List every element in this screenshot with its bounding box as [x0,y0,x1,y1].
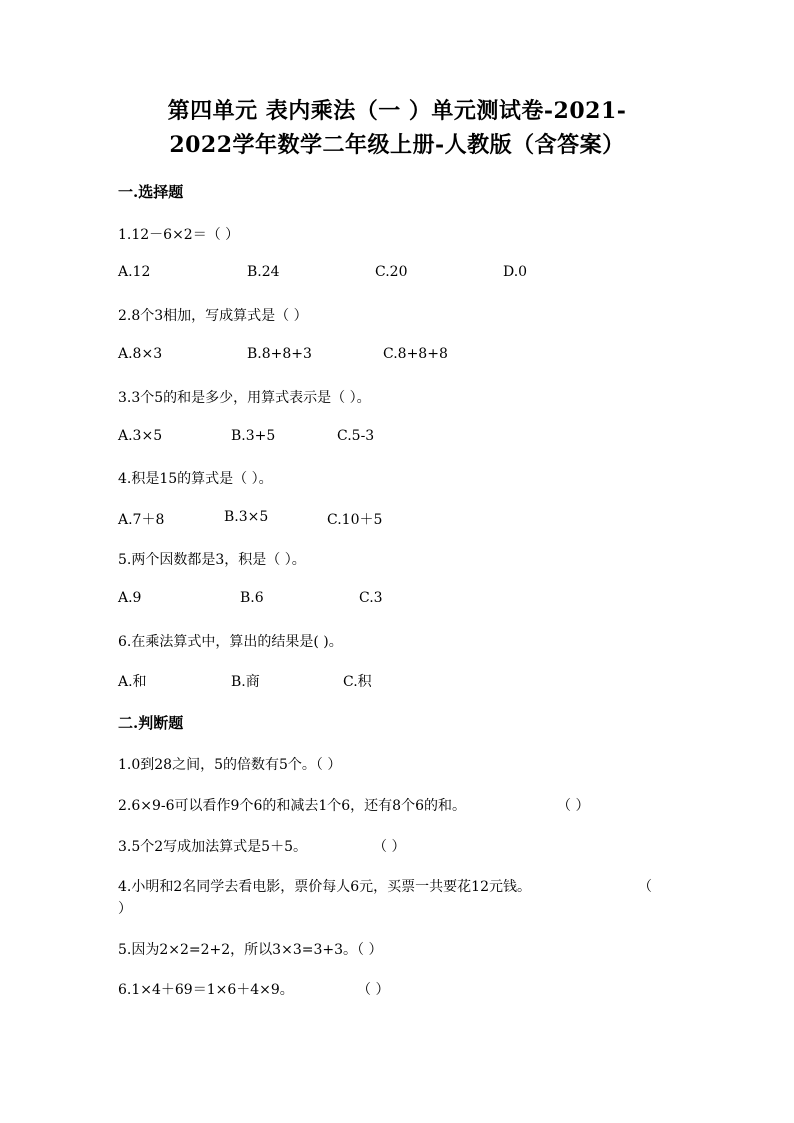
option-b: B.8+8+3 [247,346,312,362]
answer-blank-3: （ ） [373,839,406,855]
option-c: C.10＋5 [327,512,383,528]
answer-blank-6: （ ） [357,982,390,998]
options-row-2 [0,346,794,366]
question-3: 3.3个5的和是多少，用算式表示是（ ）。 [118,390,371,406]
options-row-4 [0,509,794,529]
option-b: B.3×5 [224,509,269,525]
option-b: B.24 [247,264,280,280]
page-title-line-2: 2022学年数学二年级上册-人教版（含答案） [169,132,625,158]
answer-blank-4-close: ） [118,901,132,917]
option-b: B.商 [231,674,260,690]
question-6: 6.在乘法算式中，算出的结果是( )。 [118,634,343,650]
question-4: 4.积是15的算式是（ ）。 [118,471,273,487]
option-a: A.12 [118,264,151,280]
option-c: C.5-3 [337,428,375,444]
section-heading-true-false: 二.判断题 [118,714,184,732]
section-heading-multiple-choice: 一.选择题 [118,183,184,201]
question-1: 1.12－6×2＝（ ） [118,227,240,243]
option-c: C.20 [375,264,408,280]
question-5: 5.两个因数都是3，积是（ ）。 [118,552,306,568]
judgement-item-1: 1.0到28之间，5的倍数有5个。（ ） [118,757,342,773]
option-a: A.9 [118,590,142,606]
judgement-item-4: 4.小明和2名同学去看电影，票价每人6元，买票一共要花12元钱。 [118,879,531,895]
judgement-item-5: 5.因为2×2=2+2，所以3×3=3+3。（ ） [118,942,383,958]
question-2: 2.8个3相加，写成算式是（ ） [118,308,308,324]
option-b: B.3+5 [231,428,276,444]
option-c: C.积 [343,674,372,690]
judgement-item-2: 2.6×9-6可以看作9个6的和减去1个6，还有8个6的和。 [118,798,466,814]
answer-blank-2: （ ） [557,798,590,814]
options-row-1 [0,264,794,284]
page-title-line-1: 第四单元 表内乘法（一 ）单元测试卷-2021- [167,98,627,124]
option-a: A.7＋8 [118,512,165,528]
options-row-5 [0,590,794,610]
option-b: B.6 [240,590,264,606]
judgement-item-3: 3.5个2写成加法算式是5＋5。 [118,839,307,855]
answer-blank-4-open: （ [638,879,652,895]
option-a: A.8×3 [118,346,163,362]
options-row-6 [0,671,794,691]
judgement-item-6: 6.1×4＋69＝1×6＋4×9。 [118,982,294,998]
option-d: D.0 [503,264,528,280]
option-c: C.8+8+8 [383,346,448,362]
option-a: A.和 [118,674,147,690]
option-c: C.3 [359,590,383,606]
option-a: A.3×5 [118,428,163,444]
options-row-3 [0,428,794,448]
